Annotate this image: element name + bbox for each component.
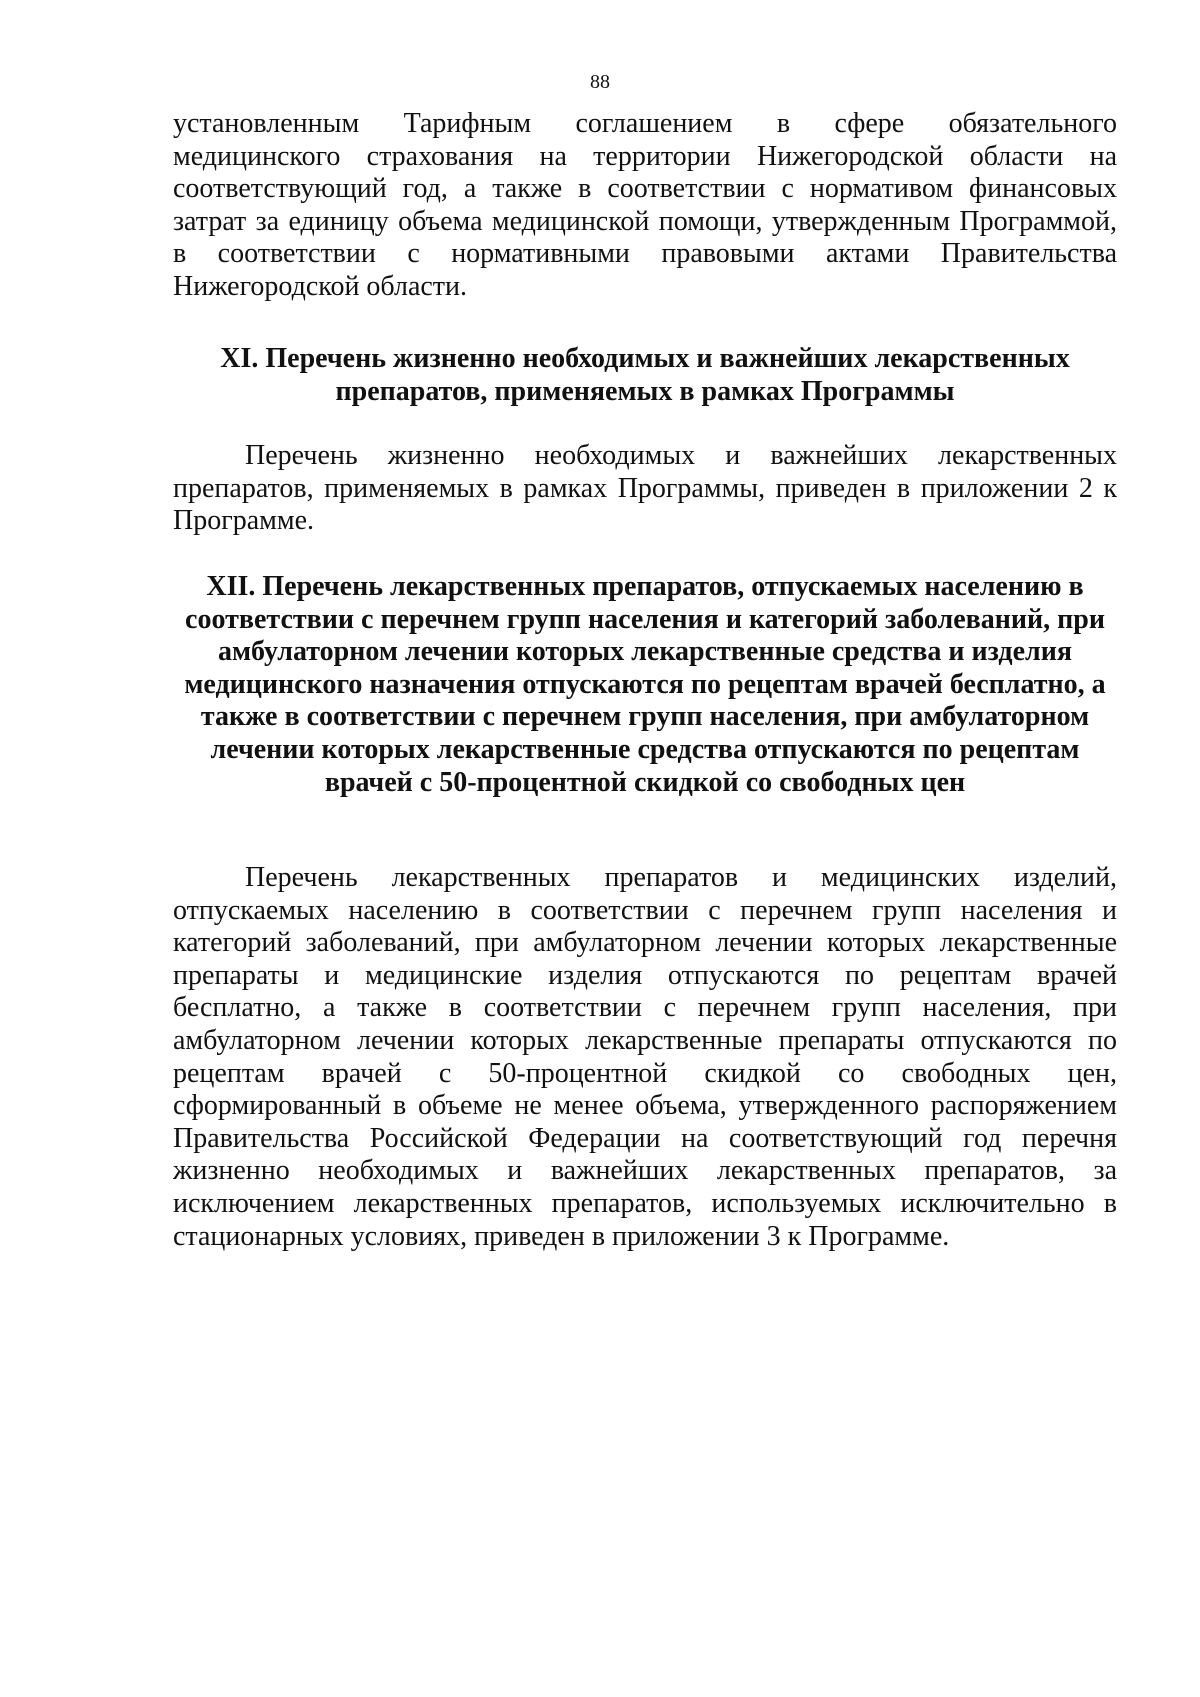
paragraph-line: жизненно необходимых и важнейших лекарственных препаратов, за — [173, 1155, 1117, 1187]
section-12-body — [173, 862, 1117, 1253]
paragraph-line: затрат за единицу объема медицинской помощи, утвержденным Программой, — [173, 205, 1117, 237]
heading-line: лечении которых лекарственные средства отпускаются по рецептам — [210, 733, 1080, 765]
page-number: 88 — [590, 71, 610, 93]
paragraph-line: бесплатно, а также в соответствии с перечнем групп населения, при — [173, 992, 1117, 1024]
paragraph-line: сформированный в объеме не менее объема, утвержденного распоряжением — [173, 1090, 1117, 1122]
heading-line: XII. Перечень лекарственных препаратов, отпускаемых населению в — [206, 571, 1084, 602]
heading-line: соответствии с перечнем групп населения и категорий заболеваний, при — [185, 603, 1105, 635]
heading-line: XI. Перечень жизненно необходимых и важнейших лекарственных — [220, 343, 1070, 374]
heading-line: препаратов, применяемых в рамках Программы — [335, 375, 955, 407]
section-11-heading — [173, 343, 1117, 408]
paragraph-line: отпускаемых населению в соответствии с перечнем групп населения и — [173, 894, 1117, 926]
section-12-heading — [173, 571, 1117, 799]
heading-line: врачей с 50-процентной скидкой со свободных цен — [324, 766, 966, 798]
paragraph-line: медицинского страхования на территории Нижегородской области на — [173, 140, 1117, 172]
intro-paragraph — [173, 108, 1117, 304]
paragraph-line: стационарных условиях, приведен в приложении 3 к Программе. — [173, 1220, 950, 1252]
paragraph-line: препараты и медицинские изделия отпускаются по рецептам врачей — [173, 959, 1117, 991]
paragraph-line: категорий заболеваний, при амбулаторном лечении которых лекарственные — [173, 927, 1117, 959]
paragraph-line: Правительства Российской Федерации на соответствующий год перечня — [173, 1122, 1117, 1154]
paragraph-line: Перечень лекарственных препаратов и медицинских изделий, — [245, 862, 1117, 893]
paragraph-line: установленным Тарифным соглашением в сфере обязательного — [173, 108, 1117, 139]
paragraph-line: препаратов, применяемых в рамках Программы, приведен в приложении 2 к — [173, 472, 1117, 504]
heading-line: также в соответствии с перечнем групп населения, при амбулаторном — [200, 701, 1090, 733]
paragraph-line: исключением лекарственных препаратов, используемых исключительно в — [173, 1187, 1117, 1219]
section-11-body — [173, 440, 1117, 538]
paragraph-line: рецептам врачей с 50-процентной скидкой со свободных цен, — [173, 1057, 1117, 1089]
paragraph-line: Программе. — [173, 505, 314, 537]
heading-line: амбулаторном лечении которых лекарственные средства и изделия — [217, 636, 1072, 668]
paragraph-line: Перечень жизненно необходимых и важнейших лекарственных — [245, 440, 1117, 471]
paragraph-line: амбулаторном лечении которых лекарственные препараты отпускаются по — [173, 1024, 1117, 1056]
paragraph-line: Нижегородской области. — [173, 270, 468, 302]
paragraph-line: в соответствии с нормативными правовыми актами Правительства — [173, 238, 1117, 270]
heading-line: медицинского назначения отпускаются по рецептам врачей бесплатно, а — [184, 668, 1106, 700]
paragraph-line: соответствующий год, а также в соответствии с нормативом финансовых — [173, 173, 1117, 205]
